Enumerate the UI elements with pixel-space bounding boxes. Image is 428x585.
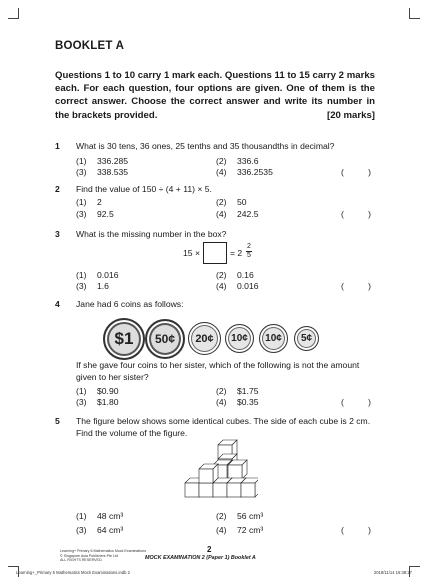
question-2-text: Find the value of 150 ÷ (4 + 11) × 5. [76, 184, 212, 194]
q4-answer-bracket[interactable]: ( ) [341, 397, 371, 407]
question-4-subtext: If she gave four coins to her sister, which of the following is not the amount given to her sister? [76, 360, 360, 382]
coin-five-cents: 5¢ [294, 326, 319, 351]
q5-option-2: (2) 56 cm³ [216, 511, 264, 521]
question-3-text: What is the missing number in the box? [76, 229, 227, 239]
q4-option-3: (3) $1.80 [76, 397, 119, 407]
question-4-number: 4 [55, 299, 60, 309]
coin-fifty-cents: 50¢ [145, 319, 185, 359]
q1-option-1: (1) 336.285 [76, 156, 129, 166]
q1-option-3: (3) 338.535 [76, 167, 129, 177]
q4-option-4: (4) $0.35 [216, 397, 259, 407]
cubes-figure [180, 438, 258, 498]
q2-option-3: (3) 92.5 [76, 209, 114, 219]
q3-option-3: (3) 1.6 [76, 281, 109, 291]
q4-option-1: (1) $0.90 [76, 386, 119, 396]
equation-fraction [246, 243, 252, 260]
print-slug-file: Learning+_Primary 6 Mathematics Mock Examinations.indb 2 [16, 570, 130, 575]
question-4-text: Jane had 6 coins as follows: [76, 299, 184, 309]
coin-one-dollar: $1 [103, 318, 145, 360]
missing-number-box [203, 242, 227, 264]
question-3-number: 3 [55, 229, 60, 239]
q2-answer-bracket[interactable]: ( ) [341, 209, 371, 219]
q3-option-4: (4) 0.016 [216, 281, 259, 291]
q4-option-2: (2) $1.75 [216, 386, 259, 396]
question-5-text: The figure below shows some identical cubes. The side of each cube is 2 cm. Find the volume of the figure. [76, 416, 371, 438]
footer-title: MOCK EXAMINATION 2 (Paper 1) Booklet A [145, 555, 256, 561]
q2-option-2: (2) 50 [216, 197, 247, 207]
q1-option-4: (4) 336.2535 [216, 167, 273, 177]
print-slug-timestamp: 2018/11/14 16:38:27 [373, 570, 412, 575]
booklet-title: BOOKLET A [55, 40, 125, 52]
cube [228, 460, 247, 479]
q2-option-1: (1) 2 [76, 197, 102, 207]
question-1-text: What is 30 tens, 36 ones, 25 tenths and 35 thousandths in decimal? [76, 141, 335, 151]
coin-ten-cents: 10¢ [259, 324, 288, 353]
instructions-text: Questions 1 to 10 carry 1 mark each. Questions 11 to 15 carry 2 marks each. For each question, four options are given. One of them is the correct answer. Choose the correct answer and write its number in the brackets provided. [55, 70, 375, 121]
instructions [55, 69, 375, 122]
question-2-number: 2 [55, 184, 60, 194]
cube [199, 464, 218, 483]
crop-mark-top-left [8, 8, 19, 19]
crop-mark-top-right [409, 8, 420, 19]
q5-option-3: (3) 64 cm³ [76, 525, 124, 535]
q5-option-4: (4) 72 cm³ [216, 525, 264, 535]
fraction-numerator: 2 [247, 243, 251, 250]
q2-option-4: (4) 242.5 [216, 209, 259, 219]
q5-answer-bracket[interactable]: ( ) [341, 525, 371, 535]
fraction-denominator: 5 [247, 252, 251, 259]
q3-option-1: (1) 0.016 [76, 270, 119, 280]
q5-option-1: (1) 48 cm³ [76, 511, 124, 521]
footer-publisher-info: Learning+ Primary 6 Mathematics Mock Examinations © Singapore Asia Publishers Pte Ltd ALL RIGHTS RESERVED. [60, 549, 146, 563]
q1-answer-bracket[interactable]: ( ) [341, 167, 371, 177]
equation-right: = 2 [230, 248, 243, 258]
equation-left: 15 × [183, 248, 200, 258]
coin-twenty-cents: 20¢ [188, 322, 221, 355]
total-marks: [20 marks] [327, 109, 375, 121]
cube [241, 478, 258, 497]
question-5-number: 5 [55, 416, 60, 426]
coin-ten-cents: 10¢ [225, 324, 254, 353]
q3-option-2: (2) 0.16 [216, 270, 254, 280]
page-number: 2 [207, 545, 212, 554]
q3-answer-bracket[interactable]: ( ) [341, 281, 371, 291]
question-1-number: 1 [55, 141, 60, 151]
q1-option-2: (2) 336.6 [216, 156, 259, 166]
